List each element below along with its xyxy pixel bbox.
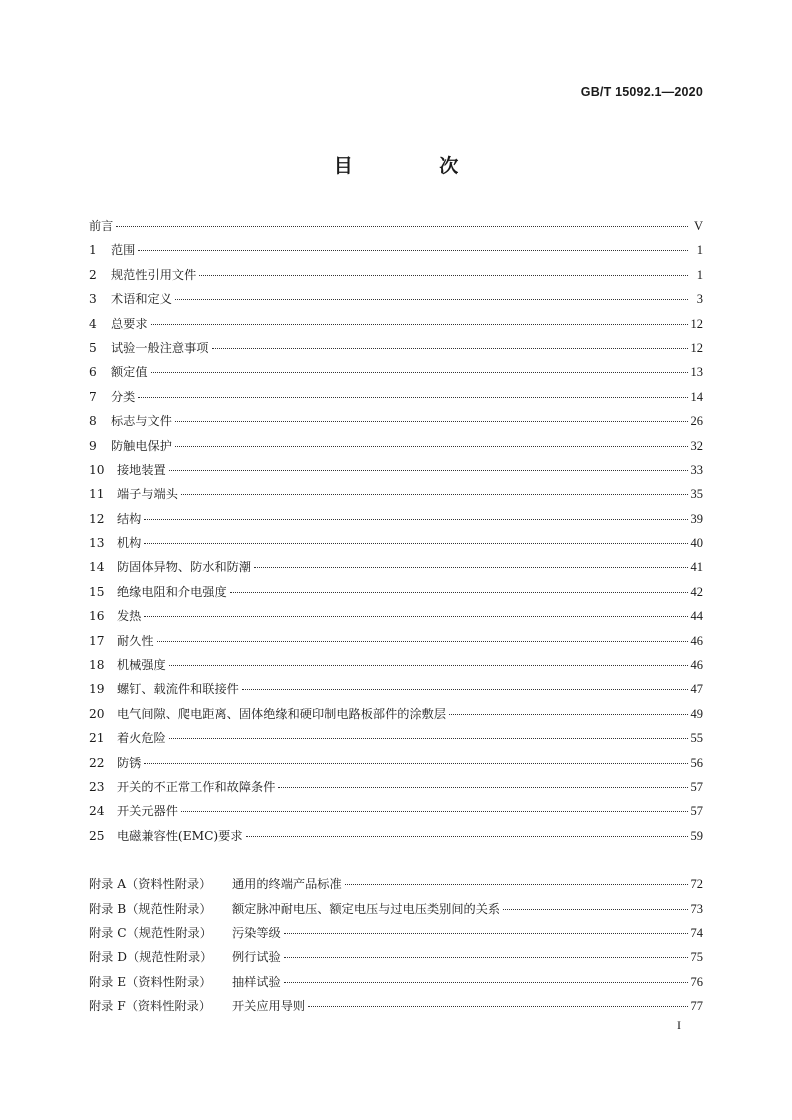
toc-entry-number: 1 xyxy=(89,243,97,258)
toc-entry[interactable] xyxy=(89,482,703,506)
toc-annex-entry[interactable] xyxy=(89,970,703,994)
toc-entry-page: 56 xyxy=(690,755,703,770)
dot-leader xyxy=(175,446,688,447)
toc-entry-title: 开关元器件 xyxy=(117,804,178,819)
annex-page: 73 xyxy=(690,901,703,916)
toc-entry[interactable] xyxy=(89,726,703,750)
toc-entry-page: 42 xyxy=(690,584,703,599)
toc-entry-title: 螺钉、载流件和联接件 xyxy=(117,682,239,697)
toc-entry[interactable] xyxy=(89,799,703,823)
annex-title: 开关应用导则 xyxy=(232,999,306,1014)
annex-page: 77 xyxy=(690,999,703,1014)
toc-main-section xyxy=(89,214,703,848)
toc-entry-number: 10 xyxy=(89,462,105,477)
toc-entry-title: 接地装置 xyxy=(117,462,166,477)
toc-entry-number: 15 xyxy=(89,584,105,599)
toc-entry[interactable] xyxy=(89,580,703,604)
toc-entry-page: 46 xyxy=(690,633,703,648)
toc-entry-title: 防锈 xyxy=(117,755,142,770)
toc-entry-number: 3 xyxy=(89,292,97,307)
toc-entry-number: 19 xyxy=(89,682,105,697)
toc-entry-page: 3 xyxy=(696,292,703,307)
dot-leader xyxy=(181,494,688,495)
annex-title: 额定脉冲耐电压、额定电压与过电压类别间的关系 xyxy=(232,901,501,916)
annex-title: 通用的终端产品标准 xyxy=(232,877,342,892)
dot-leader xyxy=(144,616,687,617)
dot-leader xyxy=(246,836,688,837)
toc-entry-number: 12 xyxy=(89,511,105,526)
toc-entry-page: 35 xyxy=(690,487,703,502)
toc-entry[interactable] xyxy=(89,360,703,384)
dot-leader xyxy=(169,665,688,666)
toc-annex-entry[interactable] xyxy=(89,994,703,1018)
annex-page: 74 xyxy=(690,925,703,940)
toc-entry-page: 33 xyxy=(690,462,703,477)
toc-entry-number: 6 xyxy=(89,365,97,380)
dot-leader xyxy=(308,1006,687,1007)
dot-leader xyxy=(175,421,688,422)
dot-leader xyxy=(345,884,688,885)
toc-entry-number: 4 xyxy=(89,316,97,331)
toc-entry-title: 着火危险 xyxy=(117,731,166,746)
page-title: 目 次 xyxy=(333,155,499,177)
toc-entry[interactable] xyxy=(89,385,703,409)
dot-leader xyxy=(199,275,688,276)
dot-leader xyxy=(138,250,688,251)
toc-entry-number: 16 xyxy=(89,609,105,624)
table-of-contents xyxy=(89,214,703,1019)
toc-annex-entry[interactable] xyxy=(89,897,703,921)
toc-entry-page: 44 xyxy=(690,609,703,624)
toc-entry[interactable] xyxy=(89,702,703,726)
toc-entry-page: 13 xyxy=(690,365,703,380)
toc-entry-number: 21 xyxy=(89,731,105,746)
annex-page: 72 xyxy=(690,877,703,892)
toc-entry[interactable] xyxy=(89,458,703,482)
toc-entry-page: 59 xyxy=(690,828,703,843)
toc-entry-title: 范围 xyxy=(111,243,136,258)
toc-entry-title: 试验一般注意事项 xyxy=(111,340,209,355)
toc-entry-title: 端子与端头 xyxy=(117,487,178,502)
toc-entry-title: 前言 xyxy=(89,219,114,233)
section-gap xyxy=(89,848,703,872)
toc-entry-number: 17 xyxy=(89,633,105,648)
toc-entry-title: 电磁兼容性(EMC)要求 xyxy=(117,828,243,843)
dot-leader xyxy=(151,372,688,373)
toc-entry-page: 57 xyxy=(690,779,703,794)
dot-leader xyxy=(212,348,688,349)
toc-entry-page: V xyxy=(693,219,703,233)
toc-entry-page: 39 xyxy=(690,511,703,526)
toc-annex-entry[interactable] xyxy=(89,921,703,945)
toc-entry-title: 耐久性 xyxy=(117,633,154,648)
annex-title: 例行试验 xyxy=(232,950,281,965)
toc-entry-page: 1 xyxy=(696,267,703,282)
footer-page-number: I xyxy=(677,1018,681,1032)
toc-entry[interactable] xyxy=(89,507,703,531)
toc-entry-page: 57 xyxy=(690,804,703,819)
toc-entry[interactable] xyxy=(89,677,703,701)
toc-entry[interactable] xyxy=(89,214,703,238)
toc-entry[interactable] xyxy=(89,287,703,311)
toc-entry[interactable] xyxy=(89,263,703,287)
dot-leader xyxy=(230,592,688,593)
toc-entry-number: 2 xyxy=(89,267,97,282)
toc-annex-entry[interactable] xyxy=(89,872,703,896)
toc-entry-title: 机械强度 xyxy=(117,658,166,673)
toc-entry-page: 12 xyxy=(690,340,703,355)
dot-leader xyxy=(144,543,687,544)
annex-designation: 附录 E（资料性附录） xyxy=(89,974,212,989)
toc-entry[interactable] xyxy=(89,336,703,360)
toc-entry-title: 术语和定义 xyxy=(111,292,172,307)
annex-designation: 附录 D（规范性附录） xyxy=(89,950,213,965)
dot-leader xyxy=(284,982,688,983)
toc-entry[interactable] xyxy=(89,775,703,799)
annex-designation: 附录 A（资料性附录） xyxy=(89,877,212,892)
toc-entry-number: 18 xyxy=(89,658,105,673)
toc-entry-number: 23 xyxy=(89,779,105,794)
toc-entry-title: 结构 xyxy=(117,511,142,526)
dot-leader xyxy=(144,519,687,520)
toc-entry[interactable] xyxy=(89,312,703,336)
toc-entry-number: 8 xyxy=(89,414,97,429)
dot-leader xyxy=(169,470,688,471)
toc-entry[interactable] xyxy=(89,629,703,653)
toc-entry-page: 41 xyxy=(690,560,703,575)
toc-entry[interactable] xyxy=(89,531,703,555)
toc-entry-page: 47 xyxy=(690,682,703,697)
toc-entry-page: 12 xyxy=(690,316,703,331)
dot-leader xyxy=(144,763,687,764)
toc-entry-title: 标志与文件 xyxy=(111,414,172,429)
dot-leader xyxy=(278,787,687,788)
annex-page: 75 xyxy=(690,950,703,965)
toc-entry[interactable] xyxy=(89,653,703,677)
toc-entry-title: 分类 xyxy=(111,389,136,404)
toc-entry-number: 5 xyxy=(89,340,97,355)
dot-leader xyxy=(284,933,688,934)
toc-entry[interactable] xyxy=(89,824,703,848)
toc-entry-title: 开关的不正常工作和故障条件 xyxy=(117,779,276,794)
toc-entry[interactable] xyxy=(89,409,703,433)
annex-designation: 附录 C（规范性附录） xyxy=(89,925,212,940)
annex-designation: 附录 B（规范性附录） xyxy=(89,901,212,916)
toc-entry-title: 防固体异物、防水和防潮 xyxy=(117,560,252,575)
toc-entry-page: 49 xyxy=(690,706,703,721)
toc-entry-title: 绝缘电阻和介电强度 xyxy=(117,584,227,599)
toc-entry-page: 14 xyxy=(690,389,703,404)
dot-leader xyxy=(449,714,687,715)
standard-code: GB/T 15092.1—2020 xyxy=(580,85,703,99)
toc-entry-title: 防触电保护 xyxy=(111,438,172,453)
toc-entry-page: 55 xyxy=(690,731,703,746)
toc-entry-number: 14 xyxy=(89,560,105,575)
dot-leader xyxy=(503,909,687,910)
annex-title: 抽样试验 xyxy=(232,974,281,989)
toc-entry-page: 26 xyxy=(690,414,703,429)
dot-leader xyxy=(242,689,688,690)
toc-entry-number: 24 xyxy=(89,804,105,819)
dot-leader xyxy=(151,324,688,325)
dot-leader xyxy=(175,299,688,300)
toc-entry[interactable] xyxy=(89,555,703,579)
toc-entry-number: 7 xyxy=(89,389,97,404)
dot-leader xyxy=(169,738,688,739)
dot-leader xyxy=(138,397,687,398)
toc-annex-section xyxy=(89,872,703,1018)
toc-entry-page: 32 xyxy=(690,438,703,453)
toc-entry-page: 46 xyxy=(690,658,703,673)
toc-entry-number: 13 xyxy=(89,536,105,551)
toc-entry[interactable] xyxy=(89,604,703,628)
annex-designation: 附录 F（资料性附录） xyxy=(89,999,212,1014)
toc-entry-number: 20 xyxy=(89,706,105,721)
dot-leader xyxy=(116,226,688,227)
toc-entry-page: 1 xyxy=(696,243,703,258)
toc-entry-number: 11 xyxy=(89,487,105,502)
toc-entry-title: 电气间隙、爬电距离、固体绝缘和硬印制电路板部件的涂敷层 xyxy=(117,706,447,721)
toc-entry[interactable] xyxy=(89,751,703,775)
dot-leader xyxy=(254,567,687,568)
toc-entry[interactable] xyxy=(89,238,703,262)
annex-title: 污染等级 xyxy=(232,925,281,940)
toc-entry-number: 22 xyxy=(89,755,105,770)
toc-entry-title: 额定值 xyxy=(111,365,148,380)
toc-entry-title: 机构 xyxy=(117,536,142,551)
toc-entry[interactable] xyxy=(89,434,703,458)
toc-entry-page: 40 xyxy=(690,536,703,551)
dot-leader xyxy=(181,811,688,812)
toc-annex-entry[interactable] xyxy=(89,945,703,969)
toc-entry-number: 9 xyxy=(89,438,97,453)
dot-leader xyxy=(157,641,688,642)
dot-leader xyxy=(284,957,688,958)
toc-entry-title: 规范性引用文件 xyxy=(111,267,197,282)
annex-page: 76 xyxy=(690,974,703,989)
toc-entry-title: 发热 xyxy=(117,609,142,624)
toc-entry-title: 总要求 xyxy=(111,316,148,331)
toc-entry-number: 25 xyxy=(89,828,105,843)
